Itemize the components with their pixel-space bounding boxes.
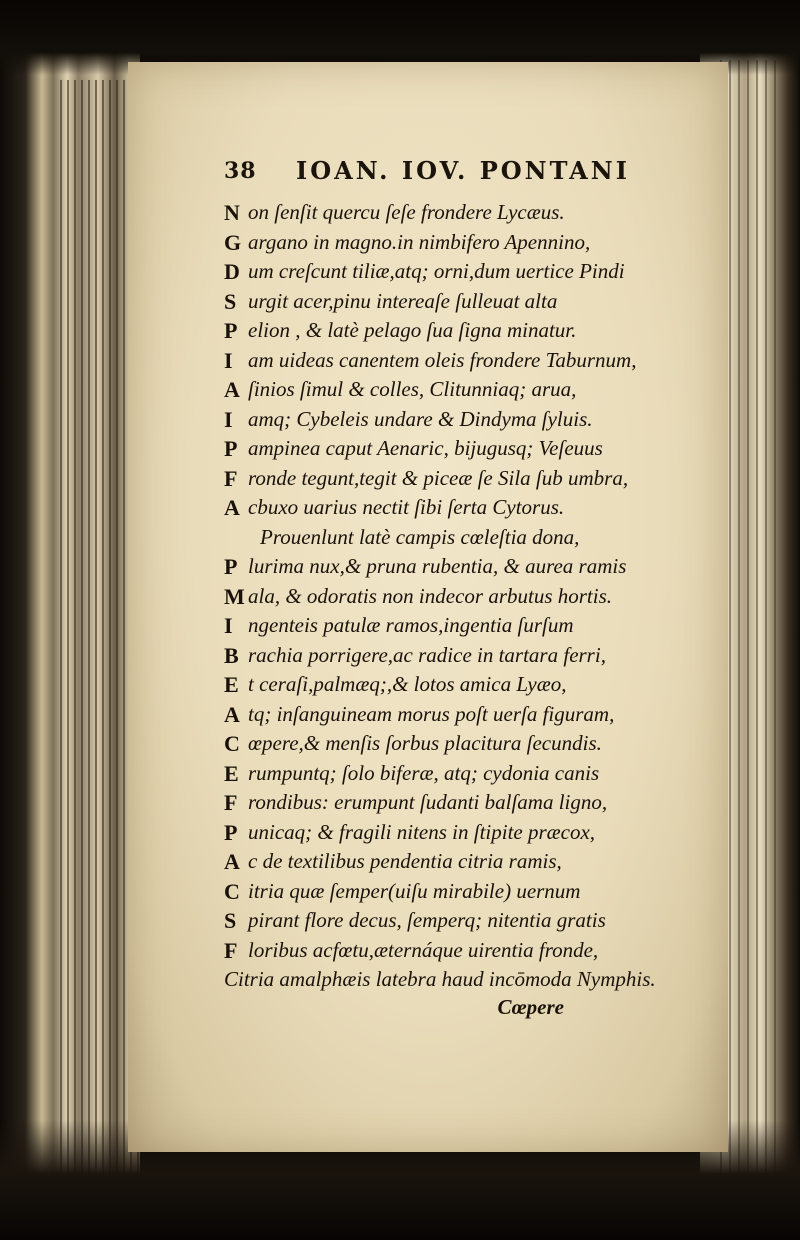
verse-initial: A — [224, 495, 240, 520]
verse-initial: F — [224, 465, 238, 491]
verse-line — [224, 788, 704, 818]
verse-text: itria quæ ſemper(uiſu mirabile) uernum — [248, 878, 581, 903]
verse-initial: P — [224, 436, 238, 461]
verse-initial: E — [224, 672, 239, 697]
running-head-title: IOAN. IOV. PONTANI — [296, 156, 630, 185]
verse-text: ronde tegunt,tegit & piceæ ſe Sila ſub umbra, — [248, 465, 629, 490]
verse-text: am uideas canentem oleis frondere Taburnum, — [248, 347, 637, 372]
verse-line — [224, 287, 704, 317]
verse-line — [224, 582, 704, 612]
verse-line — [224, 641, 704, 671]
verse-initial: S — [224, 288, 237, 314]
verse-text: lurima nux,& pruna rubentia, & aurea ramis — [248, 554, 627, 578]
verse-initial: F — [224, 937, 238, 963]
page-number: 38 — [224, 158, 257, 184]
verse-line — [224, 257, 704, 287]
verse-line — [224, 847, 704, 877]
verse-initial: I — [224, 613, 233, 638]
verse-initial: A — [224, 849, 240, 874]
verse-line — [224, 228, 704, 258]
verse-initial: E — [224, 760, 239, 786]
verse-text: tq; inſanguineam morus poſt uerſa figuram, — [248, 701, 615, 726]
verse-initial: A — [224, 377, 240, 402]
catchword: Cœpere — [497, 994, 564, 1019]
verse-line — [224, 670, 704, 700]
verse-initial: C — [224, 731, 240, 756]
verse-text: amq; Cybeleis undare & Dindyma ſyluis. — [248, 406, 593, 431]
verse-line — [224, 552, 704, 582]
verse-text: rumpuntq; ſolo biferæ, atq; cydonia canis — [248, 760, 600, 785]
right-page-edge-lines — [720, 60, 780, 1200]
verse-text: elion , & latè pelago ſua ſigna minatur. — [248, 318, 577, 342]
verse-line — [224, 405, 704, 435]
verse-text: cbuxo uarius nectit ſibi ſerta Cytorus. — [248, 495, 565, 519]
verse-line — [224, 759, 704, 789]
verse-line — [224, 729, 704, 759]
verse-text: loribus acfœtu,æternáque uirentia fronde, — [248, 937, 599, 962]
verse-text: on ſenſit quercu ſeſe frondere Lycæus. — [248, 200, 565, 224]
verse-initial: I — [224, 347, 233, 373]
verse-line — [224, 464, 704, 494]
verse-text: um creſcunt tiliæ,atq; orni,dum uertice Pindi — [248, 259, 625, 283]
verse-line — [224, 877, 704, 907]
page-text-block — [224, 154, 704, 1020]
verse-text: pirant flore decus, ſemperq; nitentia gratis — [248, 908, 606, 932]
verse-initial: I — [224, 406, 233, 432]
verse-line — [224, 965, 704, 995]
verse-line — [224, 346, 704, 376]
verse-text: urgit acer,pinu intereaſe ſulleuat alta — [248, 288, 558, 313]
verse-line — [224, 611, 704, 641]
verse-initial: M — [224, 583, 245, 609]
verse-text: ampinea caput Aenaric, bijugusq; Veſeuus — [248, 436, 603, 460]
verse-initial: D — [224, 259, 240, 284]
verse-line — [224, 434, 704, 464]
verse-text: unicaq; & fragili nitens in ſtipite præcox, — [248, 819, 596, 844]
verse-initial: F — [224, 790, 238, 815]
verse-text: rachia porrigere,ac radice in tartara ferri, — [248, 642, 606, 667]
verse-initial: P — [224, 318, 238, 343]
verse-line — [224, 523, 704, 553]
verse-text: ſinios ſimul & colles, Clitunniaq; arua, — [248, 377, 577, 401]
verse-line — [224, 316, 704, 346]
verse-line — [224, 493, 704, 523]
verse-line — [224, 375, 704, 405]
verse-initial: A — [224, 701, 240, 727]
verse-text: rondibus: erumpunt ſudanti balſama ligno, — [248, 790, 608, 814]
verse-line — [224, 700, 704, 730]
verse-text: Citria amalphæis latebra haud incōmoda Nymphis. — [224, 967, 656, 991]
verse-initial: P — [224, 554, 238, 579]
verse-line — [224, 936, 704, 966]
verse-text: œpere,& menſis ſorbus placitura ſecundis. — [248, 731, 602, 755]
verse-initial: C — [224, 878, 240, 904]
verse-line — [224, 818, 704, 848]
running-head — [224, 154, 704, 198]
book-page — [128, 62, 728, 1152]
verse-initial: B — [224, 642, 239, 668]
verse-text: ala, & odoratis non indecor arbutus hortis. — [248, 583, 613, 608]
verse-list — [224, 198, 704, 995]
verse-line — [224, 198, 704, 228]
verse-text: c de textilibus pendentia citria ramis, — [248, 849, 562, 873]
verse-initial: G — [224, 229, 242, 255]
verse-initial: S — [224, 908, 237, 933]
verse-text: Prouenlunt latè campis cœleſtia dona, — [260, 524, 580, 549]
verse-text: t ceraſi,palmæq;,& lotos amica Lyæo, — [248, 672, 567, 696]
verse-line — [224, 906, 704, 936]
verse-text: ngenteis patulæ ramos,ingentia ſurſum — [248, 613, 574, 637]
verse-text: argano in magno.in nimbifero Apennino, — [248, 229, 591, 254]
verse-initial: P — [224, 819, 238, 845]
verse-initial: N — [224, 200, 240, 225]
